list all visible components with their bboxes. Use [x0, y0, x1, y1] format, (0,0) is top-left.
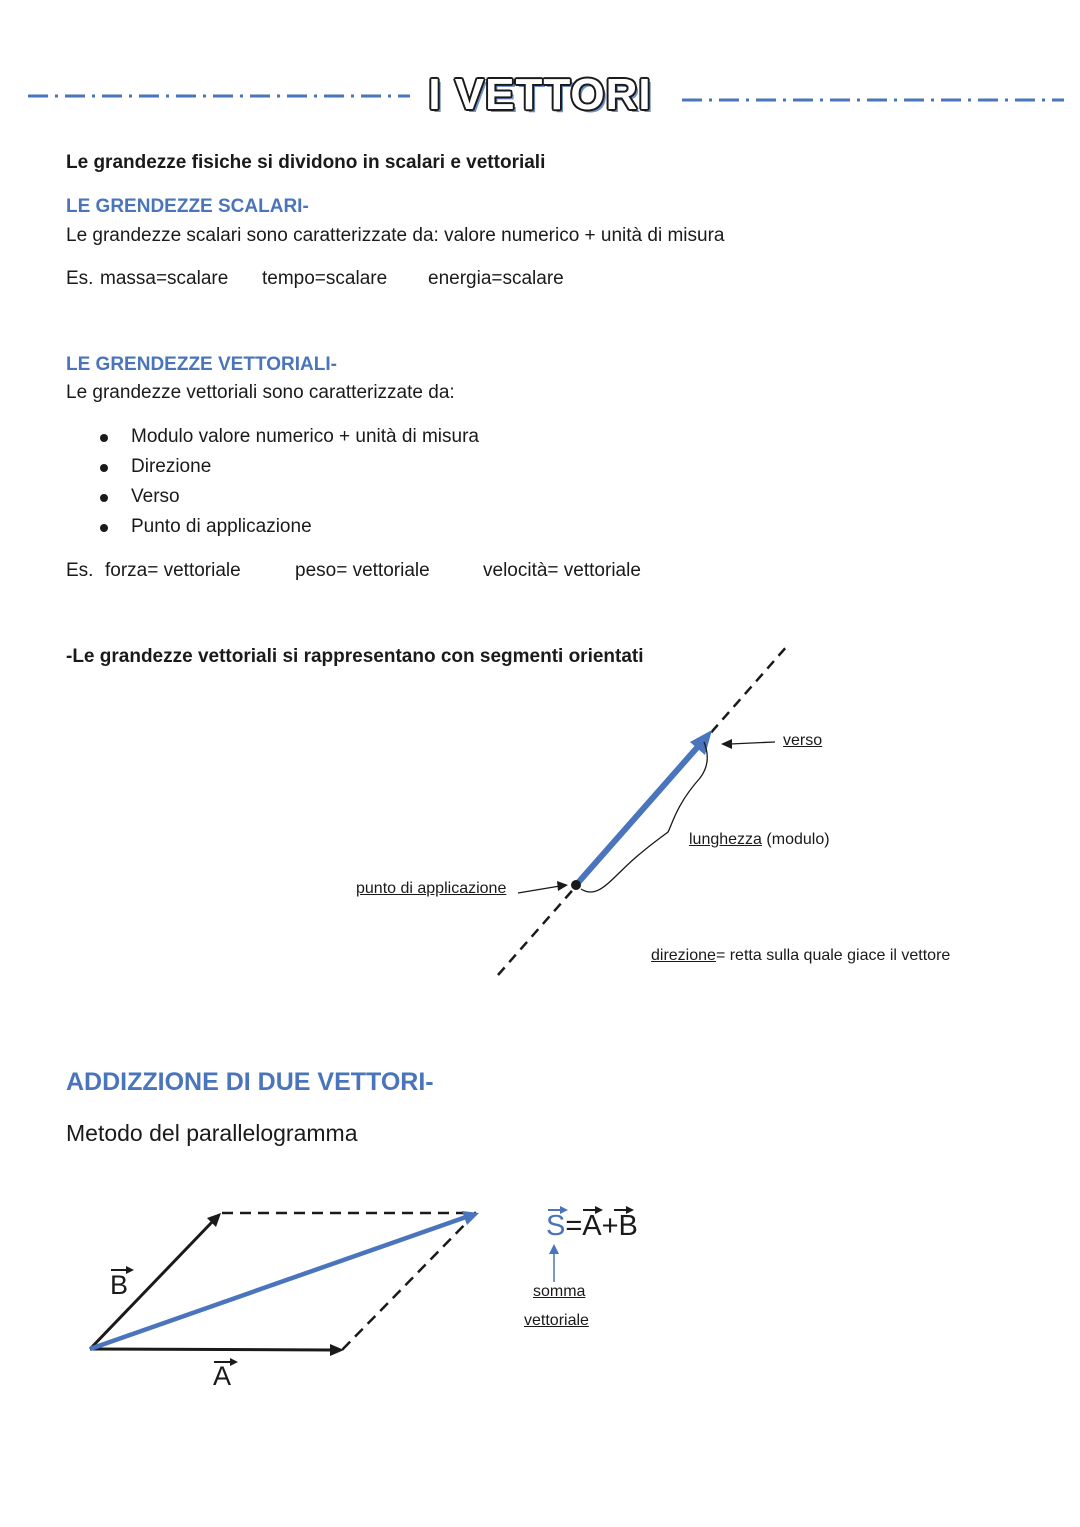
label-direzione: direzione: [651, 947, 716, 964]
vectors-description: Le grandezze vettoriali sono caratterizzate da:: [66, 382, 455, 403]
formula-rest: =A+B: [565, 1210, 638, 1242]
label-lunghezza: lunghezza: [689, 831, 762, 848]
scalar-example: energia=scalare: [428, 268, 564, 289]
verso-pointer: [730, 742, 775, 744]
caption-line-2: vettoriale: [524, 1312, 589, 1329]
vector-a-head: [330, 1344, 344, 1356]
addition-heading: ADDIZZIONE DI DUE VETTORI-: [66, 1068, 434, 1096]
scalar-example: tempo=scalare: [262, 268, 388, 289]
scalars-examples-prefix: Es.: [66, 268, 94, 289]
vector-s-line: [90, 1217, 466, 1349]
list-item: Direzione: [131, 452, 479, 482]
length-brace: [581, 742, 707, 892]
label-punto: punto di applicazione: [356, 880, 507, 897]
sum-formula: [546, 1210, 638, 1243]
formula-s: S: [546, 1210, 566, 1242]
list-item: Modulo valore numerico + unità di misura: [131, 422, 479, 452]
vector-properties-list: [131, 422, 479, 542]
vector-example: forza= vettoriale: [105, 560, 241, 581]
scalars-heading: LE GRENDEZZE SCALARI-: [66, 196, 309, 217]
vector-arrow: [576, 742, 702, 885]
scalar-example: massa=scalare: [100, 268, 229, 289]
label-verso: verso: [783, 732, 823, 749]
vectors-heading: LE GRENDEZZE VETTORIALI-: [66, 354, 337, 375]
label-vector-a: A: [213, 1361, 232, 1391]
label-lunghezza-group: [689, 831, 830, 849]
vector-a-line: [90, 1349, 332, 1350]
dashed-right: [342, 1213, 476, 1350]
caption-line-1: somma: [533, 1283, 586, 1300]
label-direzione-group: [651, 947, 950, 965]
vector-example: peso= vettoriale: [295, 560, 430, 581]
list-item: Punto di applicazione: [131, 512, 479, 542]
label-direzione-def: = retta sulla quale giace il vettore: [715, 947, 951, 964]
list-item: Verso: [131, 482, 479, 512]
vectors-examples-prefix: Es.: [66, 560, 94, 581]
addition-method: Metodo del parallelogramma: [66, 1120, 358, 1146]
scalars-description: Le grandezze scalari sono caratterizzate da: valore numerico + unità di misura: [66, 225, 725, 246]
page-title: I VETTORI: [428, 70, 652, 119]
punto-pointer: [518, 886, 560, 893]
representation-statement: -Le grandezze vettoriali si rappresentano con segmenti orientati: [66, 646, 644, 667]
intro-text: Le grandezze fisiche si dividono in scalari e vettoriali: [66, 152, 546, 173]
label-modulo: (modulo): [766, 831, 830, 848]
application-point: [571, 880, 581, 890]
vector-s-head: [462, 1211, 479, 1225]
label-vector-b: B: [110, 1270, 129, 1300]
vector-example: velocità= vettoriale: [483, 560, 641, 581]
vector-b-line: [90, 1221, 213, 1349]
